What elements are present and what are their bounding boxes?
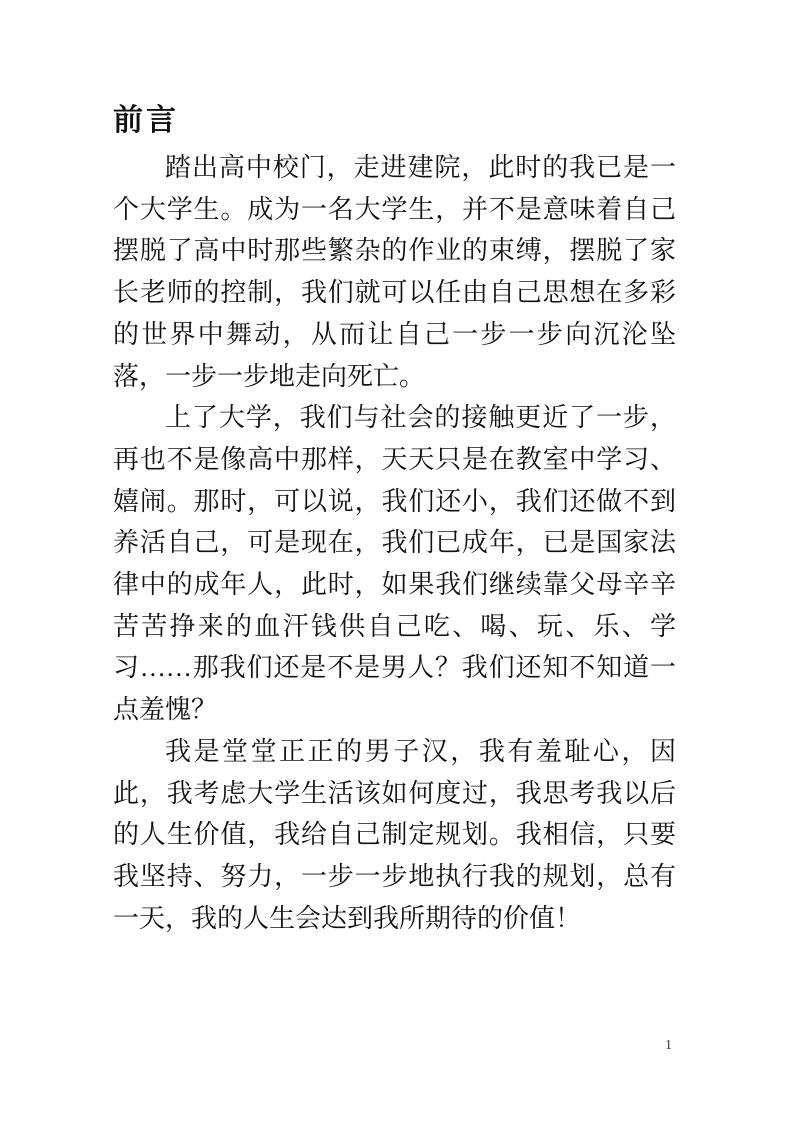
paragraph-2: 上了大学，我们与社会的接触更近了一步，再也不是像高中那样，天天只是在教室中学习、嬉闹。那时，可以说，我们还小，我们还做不到养活自己，可是现在，我们已成年，已是国家法律中的成年人，此时，如果我们继续靠父母辛辛苦苦挣来的血汗钱供自己吃、喝、玩、乐、学习……那我们还是不是男人？我们还知不知道一点羞愧？ [113,403,676,725]
paragraph-1: 踏出高中校门，走进建院，此时的我已是一个大学生。成为一名大学生，并不是意味着自己摆脱了高中时那些繁杂的作业的束缚，摆脱了家长老师的控制，我们就可以任由自己思想在多彩的世界中舞动，从而让自己一步一步向沉沦坠落，一步一步地走向死亡。 [113,153,676,391]
paragraph-3: 我是堂堂正正的男子汉，我有羞耻心，因此，我考虑大学生活该如何度过，我思考我以后的人生价值，我给自己制定规划。我相信，只要我坚持、努力，一步一步地执行我的规划，总有一天，我的人生会达到我所期待的价值！ [113,736,676,933]
document-content [113,99,676,939]
document-title: 前言 [113,104,179,137]
page-number: 1 [665,1038,672,1053]
